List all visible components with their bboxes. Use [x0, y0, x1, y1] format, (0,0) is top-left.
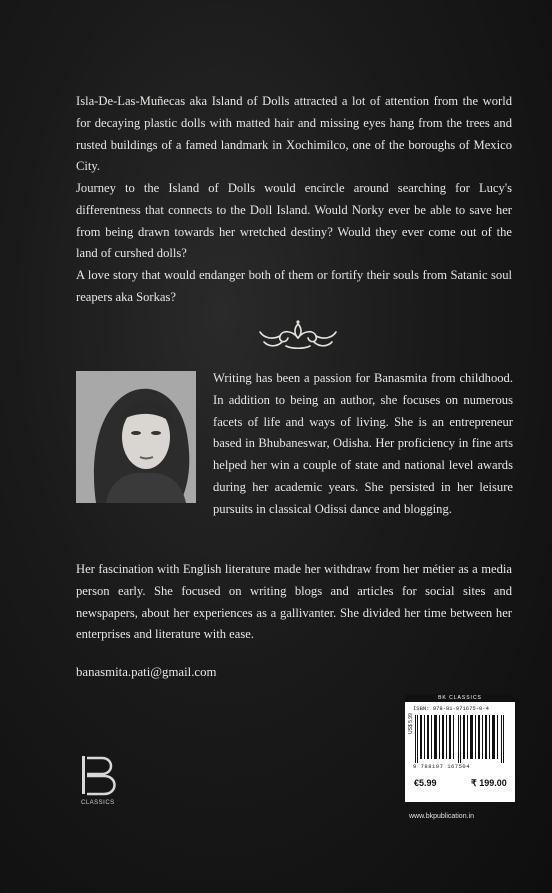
price-row [405, 777, 515, 791]
author-photo [76, 371, 196, 503]
publisher-banner: BK CLASSICS [405, 694, 515, 702]
publisher-website[interactable]: www.bkpublication.in [409, 813, 474, 820]
barcode-block [405, 694, 515, 802]
price-euro: €5.99 [414, 778, 437, 788]
blurb-paragraph-2: Journey to the Island of Dolls would encircle around searching for Lucy's differentness that connects to the Doll Island. Would Norky ever be able to save her from being drawn towards her wretched destiny? Would they ever come out of the land of curshed dolls? [76, 181, 512, 261]
author-email[interactable]: banasmita.pati@gmail.com [76, 665, 217, 679]
blurb-paragraph-1: Isla-De-Las-Muñecas aka Island of Dolls attracted a lot of attention from the world for decaying plastic dolls with matted hair and missing eyes hang from the trees and rusted buildings of a famed landmark in Xochimilco, one of the boroughs of Mexico City. [76, 94, 512, 174]
barcode-number: 9 788197 167504 [413, 763, 471, 770]
author-bio-paragraph-2: Her fascination with English literature made her withdraw from her métier as a media person early. She focused on writing blogs and articles for social sites and newspapers, about her experiences as a gallivanter. She divided her time between her enterprises and literature with ease. [76, 562, 512, 642]
blurb-paragraph-3: A love story that would endanger both of them or fortify their souls from Satanic soul reapers aka Sorkas? [76, 268, 512, 304]
price-inr: ₹ 199.00 [471, 778, 507, 788]
side-price: US$ 5.99 [408, 713, 414, 734]
barcode-icon [413, 715, 507, 763]
author-bio-paragraph-1: Writing has been a passion for Banasmita from childhood. In addition to being an author, she focuses on numerous facets of life and ways of living. She is an entrepreneur based in Bhubaneswar, Odisha. Her proficiency in fine arts helped her win a couple of state and national level awards during her academic years. She persisted in her leisure pursuits in classical Odissi dance and blogging. [213, 371, 513, 516]
logo-caption: CLASSICS [81, 800, 115, 806]
isbn-text: ISBN: 978-81-971675-0-4 [413, 705, 489, 712]
flourish-ornament-icon [256, 318, 340, 354]
